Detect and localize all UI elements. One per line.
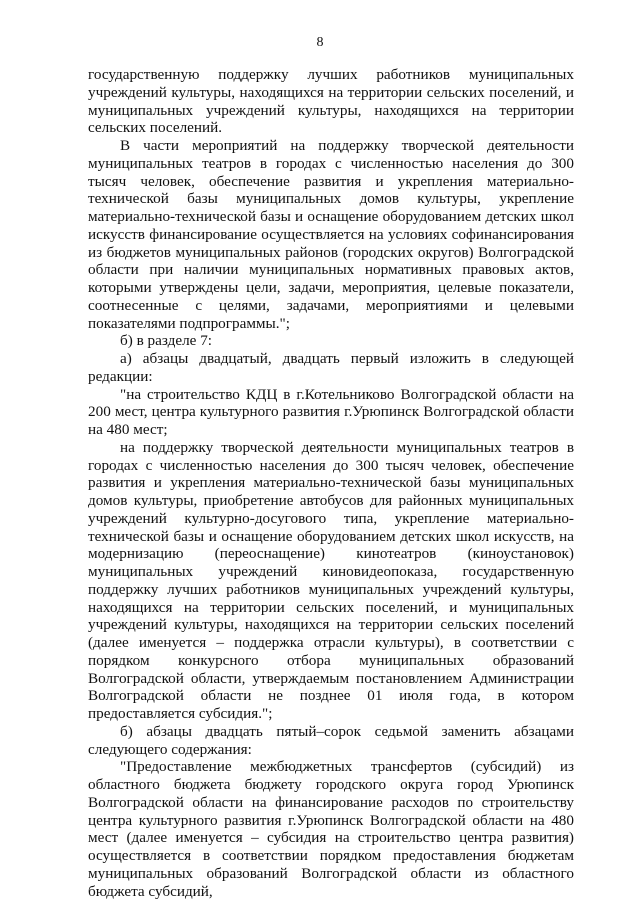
paragraph-amendment-b: б) абзацы двадцать пятый–сорок седьмой заменить абзацами следующего содержания:: [88, 722, 574, 758]
paragraph-continuation: государственную поддержку лучших работников муниципальных учреждений культуры, находящихся на территории сельских поселений, и муниципальных учреждений культуры, находящихся на территории сельских поселений.: [88, 66, 574, 137]
page-number: 8: [316, 35, 324, 50]
paragraph-section-7: б) в разделе 7:: [120, 332, 213, 350]
paragraph-construction: "на строительство КДЦ в г.Котельниково Волгоградской области на 200 мест, центра культурного развития г.Урюпинск Волгоградской области на 480 мест;: [88, 385, 574, 438]
paragraph-support-culture: на поддержку творческой деятельности муниципальных театров в городах с численностью населения до 300 тысяч человек, обеспечение развития и укрепления материально-технической базы муниципальных домов культуры, приобретение автобусов для районных муниципальных учреждений культурно-досугового типа, укрепление материально-технической базы и оснащение оборудованием детских школ искусств, на модернизацию (переоснащение) кинотеатров (киноустановок) муниципальных учреждений киновидеопоказа, государственную поддержку лучших работников муниципальных учреждений культуры, находящихся на территории сельских поселений, и муниципальных учреждений культуры, находящихся на территории сельских поселений (далее именуется – поддержка отрасли культуры), в соответствии с порядком конкурсного отбора муниципальных образований Волгоградской области, утверждаемым постановлением Администрации Волгоградской области не позднее 01 июля года, в котором предоставляется субсидия.";: [88, 438, 574, 722]
paragraph-amendment-a: а) абзацы двадцатый, двадцать первый изложить в следующей редакции:: [88, 350, 574, 385]
paragraph-transfers: "Предоставление межбюджетных трансфертов (субсидий) из областного бюджета бюджету городского округа город Урюпинск Волгоградской области на финансирование расходов по строительству центра культурного развития г.Урюпинск Волгоградской области на 480 мест (далее именуется – субсидия на строительство центра развития) осуществляется в соответствии порядком предоставления бюджетам муниципальных образований Волгоградской области из областного бюджета субсидий,: [88, 758, 574, 900]
document-body: [88, 66, 574, 900]
paragraph-cofinancing: В части мероприятий на поддержку творческой деятельности муниципальных театров в городах с численностью населения до 300 тысяч человек, обеспечение развития и укрепления материально-технической базы муниципальных домов культуры, укрепление материально-технической базы и оснащение оборудованием детских школ искусств финансирование осуществляется на условиях софинансирования из бюджетов муниципальных районов (городских округов) Волгоградской области при наличии муниципальных нормативных правовых актов, которыми утверждены цели, задачи, мероприятия, целевые показатели, соотнесенные с целями, задачами, мероприятиями и целевыми показателями подпрограммы.";: [88, 137, 574, 332]
